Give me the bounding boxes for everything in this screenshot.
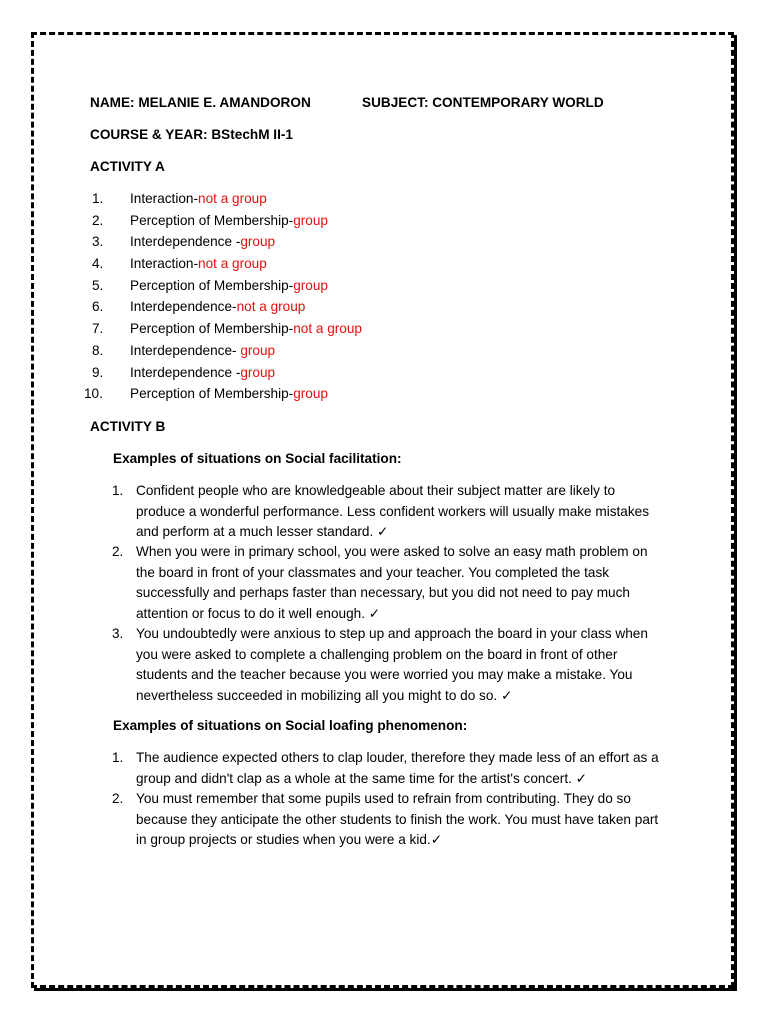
item-number: 7.	[92, 321, 104, 337]
item-answer: not a group	[198, 256, 267, 272]
list-item	[92, 232, 362, 254]
paragraph-line: You undoubtedly were anxious to step up and approach the board in your class when	[136, 626, 648, 641]
course-year: COURSE & YEAR: BStechM II-1	[90, 127, 293, 142]
item-term: Perception of Membership-	[130, 386, 294, 402]
list-item	[92, 254, 362, 276]
item-number: 10.	[84, 386, 103, 402]
paragraph-line: in group projects or studies when you were a kid.✓	[136, 832, 443, 847]
facilitation-item	[112, 624, 682, 706]
item-term: Interdependence -	[130, 234, 241, 250]
item-term: Perception of Membership-	[130, 212, 294, 228]
list-item	[84, 384, 362, 406]
item-term: Perception of Membership-	[130, 321, 294, 337]
paragraph-line: produce a wonderful performance. Less confident workers will usually make mistakes	[136, 503, 650, 519]
paragraph-line: attention or focus to do it well enough. ✓	[136, 605, 381, 621]
list-item	[92, 341, 362, 363]
item-answer: group	[293, 277, 328, 293]
paragraph-line: The audience expected others to clap louder, therefore they made less of an effort as a	[136, 750, 659, 765]
item-number: 2.	[92, 212, 104, 228]
item-number: 5.	[92, 277, 104, 293]
paragraph-line: When you were in primary school, you were asked to solve an easy math problem on	[136, 544, 648, 559]
item-number: 2.	[112, 791, 124, 806]
paragraph-line: students and the teacher because you were worried you may make a mistake. You	[136, 667, 633, 682]
item-number: 1.	[112, 750, 124, 765]
student-name: NAME: MELANIE E. AMANDORON	[90, 95, 311, 110]
item-number: 2.	[112, 544, 124, 559]
list-item	[92, 211, 362, 233]
item-number: 1.	[112, 483, 124, 498]
loafing-item	[112, 789, 682, 851]
item-number: 3.	[112, 626, 124, 641]
item-term: Interdependence-	[130, 342, 241, 358]
item-answer: group	[240, 342, 276, 358]
loafing-item	[112, 748, 682, 789]
item-answer: group	[293, 212, 328, 228]
item-term: Interaction-	[130, 256, 199, 272]
facilitation-item	[112, 542, 682, 624]
facilitation-item	[112, 481, 682, 543]
item-answer: not a group	[293, 321, 362, 337]
item-term: Interdependence-	[130, 299, 237, 315]
item-number: 4.	[92, 256, 104, 272]
item-number: 3.	[92, 234, 104, 250]
item-answer: group	[240, 364, 276, 380]
item-term: Interaction-	[130, 191, 199, 206]
subject-label: SUBJECT: CONTEMPORARY WORLD	[362, 95, 604, 110]
list-item	[92, 276, 362, 298]
paragraph-line: Confident people who are knowledgeable about their subject matter are likely to	[136, 483, 616, 498]
paragraph-line: group and didn't clap as a whole at the same time for the artist's concert. ✓	[136, 770, 588, 786]
paragraph-line: You must remember that some pupils used to refrain from contributing. They do so	[136, 791, 631, 806]
list-item	[92, 363, 362, 385]
item-answer: not a group	[198, 191, 267, 206]
item-term: Interdependence -	[130, 364, 241, 380]
item-number: 6.	[92, 299, 104, 315]
paragraph-line: successfully and perhaps faster than necessary, but you did not need to pay much	[136, 585, 630, 600]
item-term: Perception of Membership-	[130, 277, 294, 293]
paragraph-line: and perform at a much lesser standard. ✓	[136, 524, 389, 539]
item-answer: not a group	[236, 299, 306, 315]
activity-a-heading: ACTIVITY A	[90, 159, 165, 174]
facilitation-heading: Examples of situations on Social facilitation:	[113, 451, 402, 466]
list-item	[92, 297, 362, 319]
paragraph-line: you were asked to complete a challenging problem on the board in front of other	[136, 646, 618, 662]
list-item	[92, 319, 362, 341]
item-answer: group	[240, 234, 276, 250]
activity-b-heading: ACTIVITY B	[90, 419, 166, 434]
item-number: 8.	[92, 342, 104, 358]
loafing-heading: Examples of situations on Social loafing phenomenon:	[113, 718, 468, 733]
item-number: 1.	[92, 191, 104, 206]
paragraph-line: the board in front of your classmates and your teacher. You completed the task	[136, 564, 610, 580]
list-item	[92, 189, 362, 211]
item-answer: group	[293, 386, 328, 402]
paragraph-line: because they anticipate the other students to finish the work. You must have taken part	[136, 811, 659, 827]
paragraph-line: nevertheless succeeded in mobilizing all you might to do so. ✓	[136, 687, 513, 703]
item-number: 9.	[92, 364, 104, 380]
activity-a-list	[84, 189, 362, 406]
